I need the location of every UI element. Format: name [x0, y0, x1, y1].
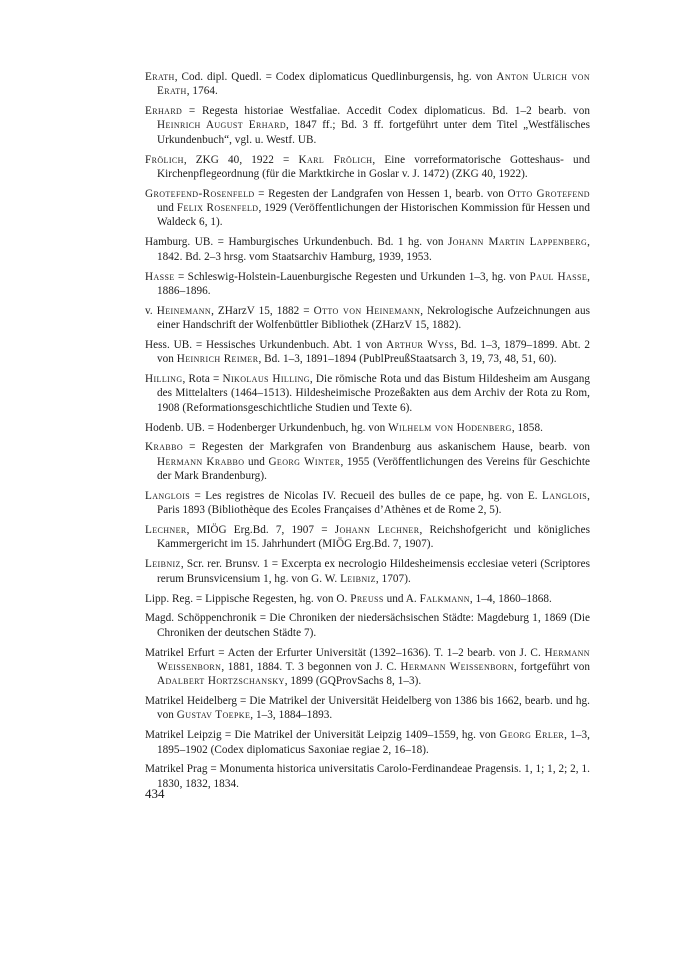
author-name: Hermann Weissenborn	[400, 660, 514, 673]
author-name: Heinemann	[156, 304, 212, 317]
entry-text: , 1929 (Veröffentlichungen der Historischen Kommission für Hessen und Waldeck 6, 1).	[157, 202, 590, 229]
entry-text: Matrikel Prag = Monumenta historica universitatis Carolo-Ferdinandeae Pragensis. 1, 1; 1, 2; 2, 1. 1830, 1832, 1834.	[145, 763, 590, 790]
bibliography-entry	[145, 523, 590, 552]
entry-text: = Les registres de Nicolas IV. Recueil des bulles de ce pape, hg. von E.	[190, 489, 542, 502]
entry-text: und	[157, 202, 177, 215]
page-number: 434	[145, 786, 165, 801]
entry-text: Hodenb. UB. = Hodenberger Urkundenbuch, hg. von	[145, 421, 389, 434]
author-name: Frölich	[145, 153, 184, 166]
author-name: Leibniz	[145, 558, 181, 571]
entry-text: , 1881, 1884. T. 3 begonnen von J. C.	[221, 660, 401, 673]
entry-text: Matrikel Heidelberg = Die Matrikel der Universität Heidelberg von 1386 bis 1662, bearb. und hg. von	[145, 695, 590, 722]
bibliography-entry	[145, 304, 590, 333]
entry-text: , ZKG 40, 1922 =	[183, 153, 299, 166]
entry-text: , ZHarzV 15, 1882 =	[211, 304, 314, 317]
author-name: Preuss	[350, 592, 384, 605]
entry-text: = Regesten der Markgrafen von Brandenburg aus askanischem Hause, bearb. von	[183, 441, 590, 454]
entry-text: = Schleswig-Holstein-Lauenburgische Regesten und Urkunden 1–3, hg. von	[174, 270, 530, 283]
entry-text: , 1842. Bd. 2–3 hrsg. vom Staatsarchiv Hamburg, 1939, 1953.	[157, 236, 590, 263]
author-name: Erhard	[145, 105, 183, 118]
bibliography-list	[145, 70, 590, 797]
author-name: Anton Ulrich von Erath	[157, 71, 590, 98]
bibliography-entry	[145, 104, 590, 147]
bibliography-entry	[145, 592, 590, 606]
entry-text: , fortgeführt von	[513, 660, 591, 673]
bibliography-entry	[145, 338, 590, 367]
bibliography-entry	[145, 646, 590, 689]
entry-text: , 1886–1896.	[157, 270, 590, 297]
entry-text: , 1955 (Veröffentlichungen des Vereins für Geschichte der Mark Brandenburg).	[157, 455, 590, 483]
author-name: Hilling	[145, 373, 183, 386]
bibliography-entry	[145, 187, 590, 230]
entry-text: , Cod. dipl. Quedl. = Codex diplomaticus Quedlinburgensis, hg. von	[174, 71, 497, 83]
author-name: Langlois	[145, 489, 191, 502]
bibliography-entry	[145, 489, 590, 518]
author-name: Wilhelm von Hodenberg	[388, 421, 512, 434]
bibliography-entry	[145, 153, 590, 182]
entry-text: , 1847 ff.; Bd. 3 ff. fortgeführt unter dem Titel „Westfälisches Urkundenbuch“, vgl. u. Westf. UB.	[157, 119, 590, 146]
entry-text: , 1707).	[375, 572, 411, 585]
bibliography-entry	[145, 728, 590, 757]
bibliography-entry	[145, 762, 590, 791]
entry-text: Hess. UB. = Hessisches Urkundenbuch. Abt. 1 von	[145, 338, 387, 351]
entry-text: , Scr. rer. Brunsv. 1 = Excerpta ex necrologio Hildesheimensis ecclesiae veteri (Scriptores rerum Brunsvicensium 1, hg. von G. W.	[157, 558, 590, 585]
entry-text: = Regesten der Landgrafen von Hessen 1, bearb. von	[254, 187, 508, 200]
author-name: Heinrich Reimer	[176, 353, 259, 366]
entry-text: und A.	[383, 592, 420, 605]
entry-text: , Die römische Rota und das Bistum Hildesheim am Ausgang des Mittelalters (1464–1513). Hildesheimische Prozeßakten aus dem Archiv der Rota zu Rom, 1908 (Reformationsgeschichtliche Studien und Texte 6).	[157, 373, 591, 414]
entry-text: , 1–3, 1884–1893.	[250, 709, 333, 722]
author-name: Lechner	[145, 524, 187, 537]
author-name: Felix Rosenfeld	[176, 202, 259, 215]
author-name: Paul Hasse	[529, 270, 588, 283]
author-name: Leibniz	[340, 572, 376, 585]
entry-text: und	[244, 455, 269, 468]
entry-text: , 1858.	[511, 421, 543, 434]
entry-text: , Bd. 1–3, 1891–1894 (PublPreußStaatsarch 3, 19, 73, 48, 51, 60).	[258, 353, 557, 366]
author-name: Arthur Wyss	[386, 338, 455, 351]
entry-text: Magd. Schöppenchronik = Die Chroniken der niedersächsischen Städte: Magdeburg 1, 1869 (Die Chroniken der deutschen Städte 7).	[145, 612, 590, 639]
author-name: Hasse	[145, 270, 175, 283]
entry-text: , Rota =	[182, 373, 223, 386]
bibliography-entry	[145, 694, 590, 723]
entry-text: , 1–4, 1860–1868.	[469, 592, 552, 605]
author-name: Johann Lechner	[334, 524, 420, 537]
bibliography-entry	[145, 372, 590, 415]
entry-text: , Eine vorreformatorische Gotteshaus- und Kirchenpflegeordnung (für die Marktkirche in Goslar v. J. 1472) (ZKG 40, 1922).	[157, 153, 590, 180]
entry-text: Hamburg. UB. = Hamburgisches Urkundenbuch. Bd. 1 hg. von	[145, 236, 449, 249]
author-name: Heinrich August Erhard	[157, 119, 286, 132]
entry-text: Lipp. Reg. = Lippische Regesten, hg. von O.	[145, 592, 351, 605]
author-name: Nikolaus Hilling	[222, 373, 310, 386]
entry-text: = Regesta historiae Westfaliae. Accedit Codex diplomaticus. Bd. 1–2 bearb. von	[182, 105, 590, 118]
bibliography-entry	[145, 235, 590, 264]
bibliography-entry	[145, 270, 590, 299]
author-name: Hermann Krabbo	[157, 455, 245, 468]
author-name: Gustav Toepke	[176, 709, 251, 722]
entry-text: Matrikel Erfurt = Acten der Erfurter Universität (1392–1636). T. 1–2 bearb. von J. C.	[145, 646, 545, 659]
entry-text: v.	[145, 304, 157, 317]
bibliography-entry	[145, 70, 590, 99]
bibliography-entry	[145, 611, 590, 640]
bibliography-entry	[145, 421, 590, 435]
author-name: Otto Grotefend	[507, 187, 590, 200]
entry-text: , 1–3, 1895–1902 (Codex diplomaticus Saxoniae regiae 2, 16–18).	[157, 729, 590, 756]
bibliography-entry	[145, 557, 590, 586]
entry-text: Matrikel Leipzig = Die Matrikel der Universität Leipzig 1409–1559, hg. von	[145, 729, 500, 742]
author-name: Krabbo	[145, 441, 184, 454]
author-name: Adalbert Hortzschansky	[157, 675, 285, 688]
author-name: Grotefend-Rosenfeld	[145, 187, 255, 200]
author-name: Falkmann	[419, 592, 470, 605]
author-name: Langlois	[541, 489, 588, 502]
author-name: Johann Martin Lappenberg	[448, 236, 588, 249]
entry-text: , Paris 1893 (Bibliothèque des Ecoles Françaises d’Athènes et de Rome 2, 5).	[157, 489, 590, 517]
entry-text: , Bd. 1–3, 1879–1899. Abt. 2 von	[157, 338, 590, 366]
entry-text: , Reichshofgericht und königliches Kammergericht im 15. Jahrhundert (MIÖG Erg.Bd. 7, 1907).	[157, 524, 590, 551]
entry-text: , MIÖG Erg.Bd. 7, 1907 =	[186, 524, 335, 537]
entry-text: , 1899 (GQProvSachs 8, 1–3).	[284, 675, 422, 688]
author-name: Hermann Weissenborn	[157, 646, 590, 673]
author-name: Georg Erler	[499, 729, 565, 742]
entry-text: , 1764.	[186, 85, 218, 98]
author-name: Otto von Heinemann	[313, 304, 421, 317]
author-name: Erath	[145, 71, 175, 83]
entry-text: , Nekrologische Aufzeichnungen aus einer Handschrift der Wolfenbüttler Bibliothek (ZHarzV 15, 1882).	[157, 304, 590, 332]
author-name: Georg Winter	[268, 455, 341, 468]
bibliography-entry	[145, 440, 590, 483]
author-name: Karl Frölich	[298, 153, 373, 166]
